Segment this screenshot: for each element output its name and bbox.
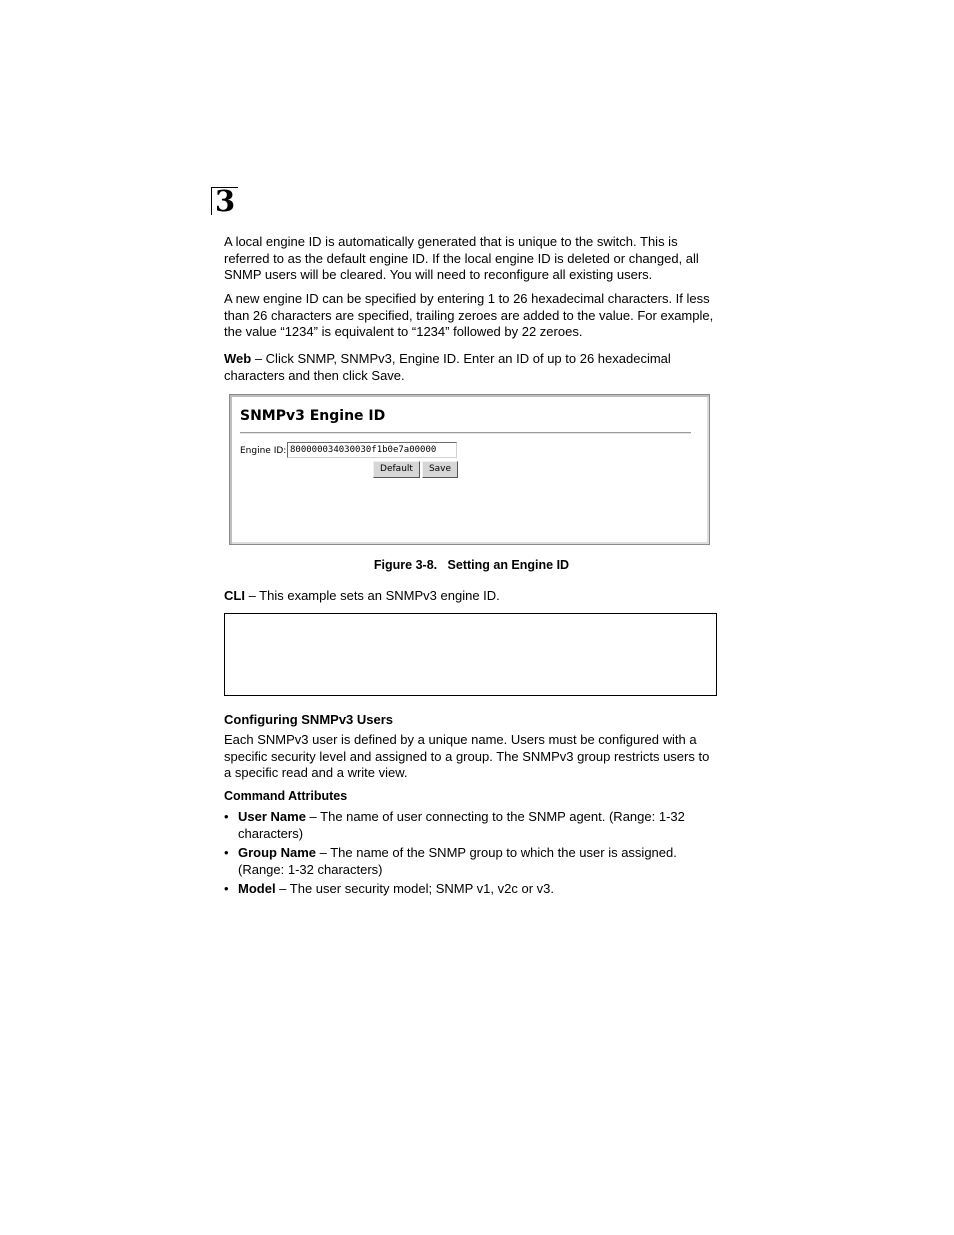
attribute-description: – The name of user connecting to the SNMP agent. (Range: 1-32 characters)	[238, 809, 685, 841]
cli-example-box	[224, 613, 717, 696]
save-button[interactable]: Save	[422, 461, 458, 478]
web-instructions	[224, 351, 719, 384]
default-button[interactable]: Default	[373, 461, 420, 478]
attribute-description: – The user security model; SNMP v1, v2c or v3.	[275, 881, 554, 896]
attributes-heading: Command Attributes	[224, 789, 348, 803]
cli-instructions	[224, 588, 719, 605]
section-body: Each SNMPv3 user is defined by a unique name. Users must be configured with a specific security level and assigned to a group. The SNMPv3 group restricts users to a specific read and a write view.	[224, 732, 710, 780]
cli-text: – This example sets an SNMPv3 engine ID.	[244, 588, 500, 603]
figure-caption: Figure 3-8. Setting an Engine ID	[373, 558, 570, 572]
web-text: – Click SNMP, SNMPv3, Engine ID. Enter an ID of up to 26 hexadecimal characters and then click Save.	[224, 351, 671, 383]
engine-id-input[interactable]: 800000034030030f1b0e7a00000	[287, 442, 457, 458]
engine-id-label: Engine ID:	[240, 446, 287, 456]
chapter-number: 3	[215, 184, 236, 218]
cli-label: CLI	[224, 588, 245, 603]
engine-id-screenshot	[229, 394, 710, 545]
bullet-icon: •	[224, 881, 229, 896]
bullet-icon: •	[224, 809, 229, 824]
attribute-term: Group Name	[238, 845, 317, 860]
title-divider	[240, 432, 691, 434]
attribute-description: – The name of the SNMP group to which the user is assigned. (Range: 1-32 characters)	[238, 845, 677, 877]
web-label: Web	[224, 351, 252, 366]
section-heading: Configuring SNMPv3 Users	[224, 712, 394, 727]
chapter-number-box	[211, 184, 238, 218]
intro-paragraph-1: A local engine ID is automatically generated that is unique to the switch. This is referred to as the default engine ID. If the local engine ID is deleted or changed, all SNMP users will be cleared. You will need to reconfigure all existing users.	[224, 234, 699, 282]
attribute-term: User Name	[238, 809, 306, 824]
bullet-icon: •	[224, 845, 229, 860]
intro-paragraph-2: A new engine ID can be specified by entering 1 to 26 hexadecimal characters. If less than 26 characters are specified, trailing zeroes are added to the value. For example, the value “1234” is equivalent to “1234” followed by 22 zeroes.	[224, 291, 714, 339]
figure-title: SNMPv3 Engine ID	[240, 408, 386, 424]
attribute-term: Model	[238, 881, 276, 896]
